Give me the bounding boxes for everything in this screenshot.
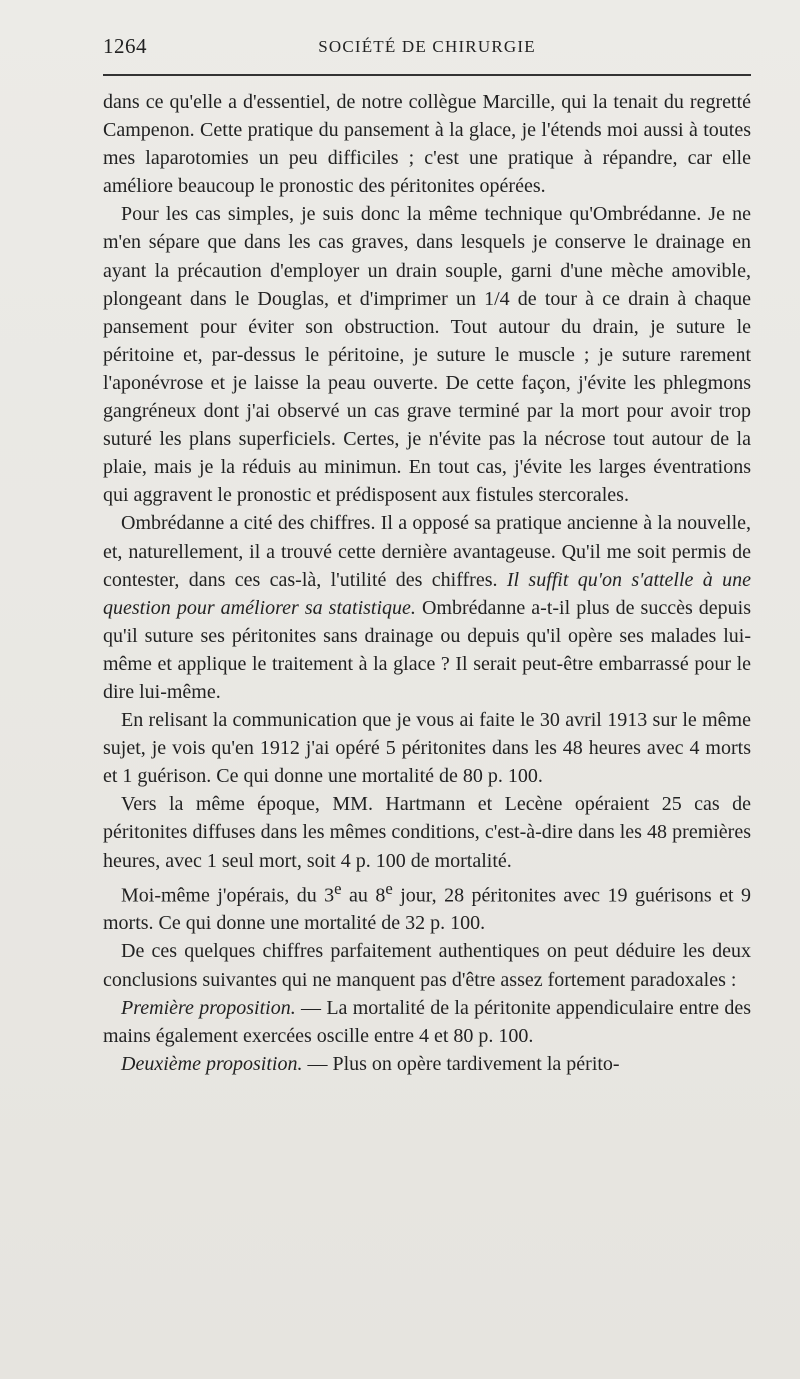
paragraph-7: De ces quelques chiffres parfaitement authentiques on peut déduire les deux conclusions suivantes qui ne manquent pas d'être assez fortement paradoxales :	[103, 940, 751, 991]
paragraph-6-text-before: Moi-même j'opérais, du 3	[121, 884, 335, 907]
paragraph-6-text-mid: au 8	[341, 884, 386, 907]
proposition-2-label: Deuxième proposition.	[121, 1052, 303, 1075]
paragraph-3-text-before: Ombrédanne a cité des chiffres. Il a opposé sa pratique ancienne à la nouvelle, et, naturellement, il a trouvé cette dernière avantageuse. Qu'il me soit permis de contester, dans ces cas-là, l'utilité des chiffres.	[103, 512, 751, 591]
proposition-1-text: — La mortalité de la péritonite appendiculaire entre des mains également exercées oscille entre 4 et 80 p. 100.	[103, 996, 751, 1047]
paragraph-6-superscript-1: e	[334, 878, 342, 898]
paragraph-2: Pour les cas simples, je suis donc la même technique qu'Ombrédanne. Je ne m'en sépare que dans les cas graves, dans lesquels je conserve le drainage en ayant la précaution d'employer un drain souple, garni d'une mèche amovible, plongeant dans le Douglas, et d'imprimer un 1/4 de tour à ce drain à chaque pansement pour éviter son obstruction. Tout autour du drain, je suture le péritoine et, par-dessus le péritoine, je suture le muscle ; je suture rarement l'aponévrose et je laisse la peau ouverte. De cette façon, j'évite les phlegmons gangréneux dont j'ai observé un cas grave terminé par la mort pour avoir trop suturé les plans superficiels. Certes, je n'évite pas la nécrose tout autour de la plaie, mais je la réduis au minimun. En tout cas, j'évite les larges éventrations qui aggravent le pronostic et prédisposent aux fistules stercorales.	[103, 203, 751, 507]
paragraph-4: En relisant la communication que je vous ai faite le 30 avril 1913 sur le même sujet, je vois qu'en 1912 j'ai opéré 5 péritonites dans les 48 heures avec 4 morts et 1 guérison. Ce qui donne une mortalité de 80 p. 100.	[103, 709, 751, 788]
header-rule	[103, 74, 751, 76]
paragraph-8	[103, 994, 751, 1050]
proposition-1-label: Première proposition.	[121, 996, 296, 1019]
running-title: SOCIÉTÉ DE CHIRURGIE	[318, 37, 536, 56]
paragraph-3	[103, 509, 751, 706]
paragraph-5: Vers la même époque, MM. Hartmann et Lecène opéraient 25 cas de péritonites diffuses dans les mêmes conditions, c'est-à-dire dans les 48 premières heures, avec 1 seul mort, soit 4 p. 100 de mortalité.	[103, 793, 751, 872]
paragraph-1: dans ce qu'elle a d'essentiel, de notre collègue Marcille, qui la tenait du regretté Campenon. Cette pratique du pansement à la glace, je l'étends moi aussi à toutes mes laparotomies un peu difficiles ; c'est une pratique à répandre, car elle améliore beaucoup le pronostic des péritonites opérées.	[103, 91, 751, 198]
body-text	[103, 88, 751, 1078]
paragraph-6	[103, 875, 751, 938]
paragraph-3-text-after: Ombrédanne a-t-il plus de succès depuis qu'il suture ses péritonites sans drainage ou depuis qu'il opère ses malades lui-même et applique le traitement à la glace ? Il serait peut-être embarrassé pour le dire lui-même.	[103, 596, 751, 703]
paragraph-6-text-after: jour, 28 péritonites avec 19 guérisons et 9 morts. Ce qui donne une mortalité de 32 p. 100.	[103, 884, 751, 935]
paragraph-6-superscript-2: e	[385, 878, 393, 898]
proposition-2-text: — Plus on opère tardivement la périto-	[302, 1052, 620, 1075]
page-header	[103, 34, 751, 64]
paragraph-3-italic-quote: Il suffit qu'on s'attelle à une question pour améliorer sa statistique.	[103, 568, 751, 619]
page-number: 1264	[103, 34, 147, 58]
paragraph-9	[103, 1050, 751, 1078]
